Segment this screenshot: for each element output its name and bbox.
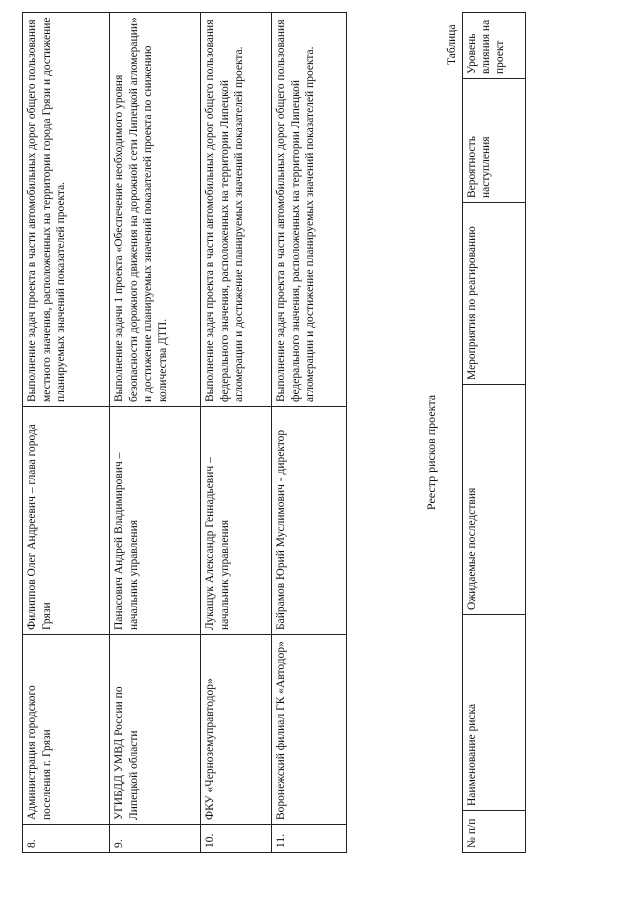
- responsible-person-cell: Филиппов Олег Андреевич – глава города Грязи: [23, 407, 110, 635]
- role-cell: Выполнение задач проекта в части автомобильных дорог общего пользования местного значения, расположенных на территории города Грязи и достижение планируемых значений показателей проекта.: [23, 13, 110, 407]
- table-row: [23, 13, 110, 853]
- header-consequences: Ожидаемые последствия: [463, 385, 526, 615]
- organization-cell: Администрация городского поселения г. Грязи: [23, 635, 110, 825]
- row-number: 11.: [272, 825, 347, 853]
- participants-table: [22, 12, 347, 853]
- header-impact-level: Уровень влияния на проект: [463, 13, 526, 79]
- organization-cell: УГИБДД УМВД России по Липецкой области: [110, 635, 201, 825]
- table-label: Таблица: [446, 24, 458, 65]
- row-number: 8.: [23, 825, 110, 853]
- register-title: Реестр рисков проекта: [424, 394, 438, 511]
- table-row: [272, 13, 347, 853]
- header-risk-name: Наименование риска: [463, 615, 526, 811]
- header-probability: Вероятность наступления: [463, 79, 526, 203]
- role-cell: Выполнение задачи 1 проекта «Обеспечение необходимого уровня безопасности дорожного движения на дорожной сети Липецкой агломерации» и достижение планируемых значений показателей проекта по снижению количества ДТП.: [110, 13, 201, 407]
- role-cell: Выполнение задач проекта в части автомобильных дорог общего пользования федерального значения, расположенных на территории Липецкой агломерации и достижение планируемых значений показателей проекта.: [272, 13, 347, 407]
- risk-register-table: [462, 12, 526, 853]
- table-row: [201, 13, 272, 853]
- responsible-person-cell: Лукащук Александр Геннадьевич – начальник управления: [201, 407, 272, 635]
- header-row: [463, 13, 526, 853]
- role-cell: Выполнение задач проекта в части автомобильных дорог общего пользования федерального значения, расположенных на территории Липецкой агломерации и достижение планируемых значений показателей проекта.: [201, 13, 272, 407]
- header-number: № п/п: [463, 811, 526, 853]
- table-row: [110, 13, 201, 853]
- row-number: 10.: [201, 825, 272, 853]
- organization-cell: Воронежский филиал ГК «Автодор»: [272, 635, 347, 825]
- row-number: 9.: [110, 825, 201, 853]
- responsible-person-cell: Байрамов Юрий Муслимович - директор: [272, 407, 347, 635]
- organization-cell: ФКУ «Черноземуправтодор»: [201, 635, 272, 825]
- responsible-person-cell: Панасович Андрей Владимирович – начальник управления: [110, 407, 201, 635]
- header-response-measures: Мероприятия по реагированию: [463, 203, 526, 385]
